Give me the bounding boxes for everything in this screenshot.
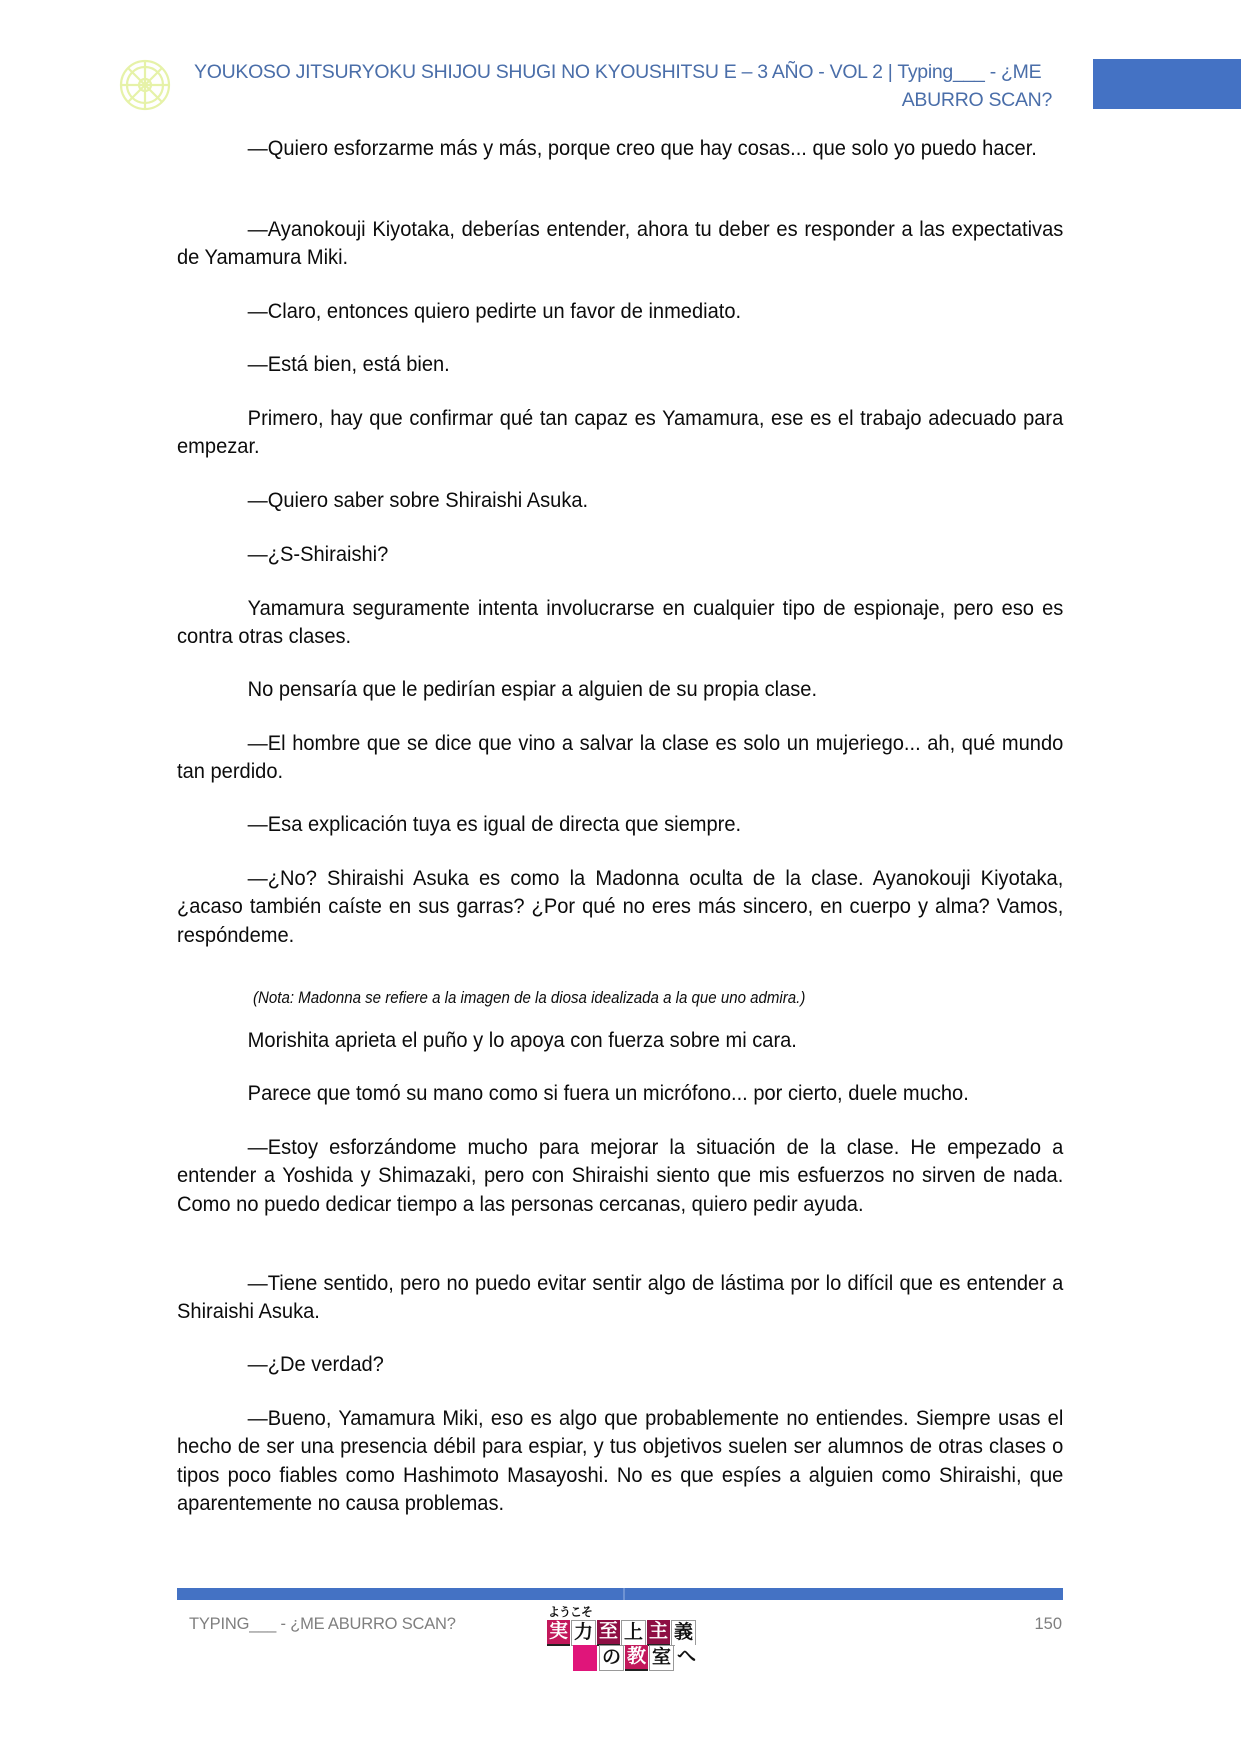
paragraph: —Tiene sentido, pero no puedo evitar sentir algo de lástima por lo difícil que es entender a Shiraishi Asuka. xyxy=(177,1270,1064,1324)
paragraph: Parece que tomó su mano como si fuera un micrófono... por cierto, duele mucho. xyxy=(247,1080,969,1105)
paragraph: Yamamura seguramente intenta involucrarse en cualquier tipo de espionaje, pero eso es contra otras clases. xyxy=(177,595,1064,649)
paragraph: —Quiero esforzarme más y más, porque creo que hay cosas... que solo yo puedo hacer. xyxy=(247,135,1037,160)
paragraph: —¿No? Shiraishi Asuka es como la Madonna oculta de la clase. Ayanokouji Kiyotaka, ¿acaso también caíste en sus garras? ¿Por qué no eres más sincero, en cuerpo y alma? Vamos, respóndeme. xyxy=(177,865,1064,947)
paragraph: —Claro, entonces quiero pedirte un favor de inmediato. xyxy=(247,298,742,323)
logo-kanji: 主 xyxy=(647,1620,670,1646)
footer-left-text: TYPING___ - ¿ME ABURRO SCAN? xyxy=(189,1615,456,1633)
logo-row2 xyxy=(573,1645,699,1671)
series-logo xyxy=(546,1605,696,1677)
paragraph: —¿De verdad? xyxy=(247,1351,384,1376)
logo-kanji: 教 xyxy=(625,1645,648,1671)
paragraph: —Ayanokouji Kiyotaka, deberías entender, ahora tu deber es responder a las expectativas de Yamamura Miki. xyxy=(177,216,1064,270)
logo-kanji: 室 xyxy=(649,1645,674,1671)
logo-row1 xyxy=(547,1620,697,1646)
footer-rule xyxy=(177,1588,1063,1600)
header-title-line2: ABURRO SCAN? xyxy=(901,89,1052,111)
dharma-wheel-icon xyxy=(118,58,172,112)
logo-kanji: 至 xyxy=(597,1620,620,1646)
page-number: 150 xyxy=(1034,1615,1062,1633)
paragraph: —Estoy esforzándome mucho para mejorar la situación de la clase. He empezado a entender a Yoshida y Shimazaki, pero con Shiraishi siento que mis esfuerzos no sirven de nada. Como no puedo dedicar tiempo a las personas cercanas, quiero pedir ayuda. xyxy=(177,1134,1064,1216)
logo-kanji: へ xyxy=(676,1646,696,1667)
logo-kanji: 義 xyxy=(671,1620,696,1646)
header-accent-block xyxy=(1093,59,1241,109)
logo-hiragana: ようこそ xyxy=(548,1605,593,1619)
paragraph: —El hombre que se dice que vino a salvar la clase es solo un mujeriego... ah, qué mundo tan perdido. xyxy=(177,730,1064,784)
paragraph: —Está bien, está bien. xyxy=(247,351,450,376)
paragraph: No pensaría que le pedirían espiar a alguien de su propia clase. xyxy=(247,676,818,701)
header-title-line1: YOUKOSO JITSURYOKU SHIJOU SHUGI NO KYOUSHITSU E – 3 AÑO - VOL 2 | Typing___ - ¿ME xyxy=(194,61,1042,83)
logo-small-block xyxy=(573,1645,597,1671)
running-header xyxy=(190,58,1052,114)
paragraph: —Bueno, Yamamura Miki, eso es algo que probablemente no entiendes. Siempre usas el hecho de ser una presencia débil para espiar, y tus objetivos suelen ser alumnos de otras clases o tipos poco fiables como Hashimoto Masayoshi. No es que espíes a alguien como Shiraishi, que aparentemente no causa problemas. xyxy=(177,1405,1064,1516)
logo-kanji: の xyxy=(599,1645,624,1671)
paragraph: —Esa explicación tuya es igual de directa que siempre. xyxy=(247,811,742,836)
paragraph: —Quiero saber sobre Shiraishi Asuka. xyxy=(247,487,589,512)
paragraph: —¿S-Shiraishi? xyxy=(247,541,389,566)
translator-note: (Nota: Madonna se refiere a la imagen de la diosa idealizada a la que uno admira.) xyxy=(253,989,806,1007)
logo-kanji: 実 xyxy=(547,1620,570,1646)
logo-kanji: 上 xyxy=(621,1620,646,1646)
paragraph: Morishita aprieta el puño y lo apoya con fuerza sobre mi cara. xyxy=(247,1027,797,1052)
paragraph: Primero, hay que confirmar qué tan capaz es Yamamura, ese es el trabajo adecuado para empezar. xyxy=(177,405,1064,459)
logo-kanji: 力 xyxy=(571,1620,596,1646)
